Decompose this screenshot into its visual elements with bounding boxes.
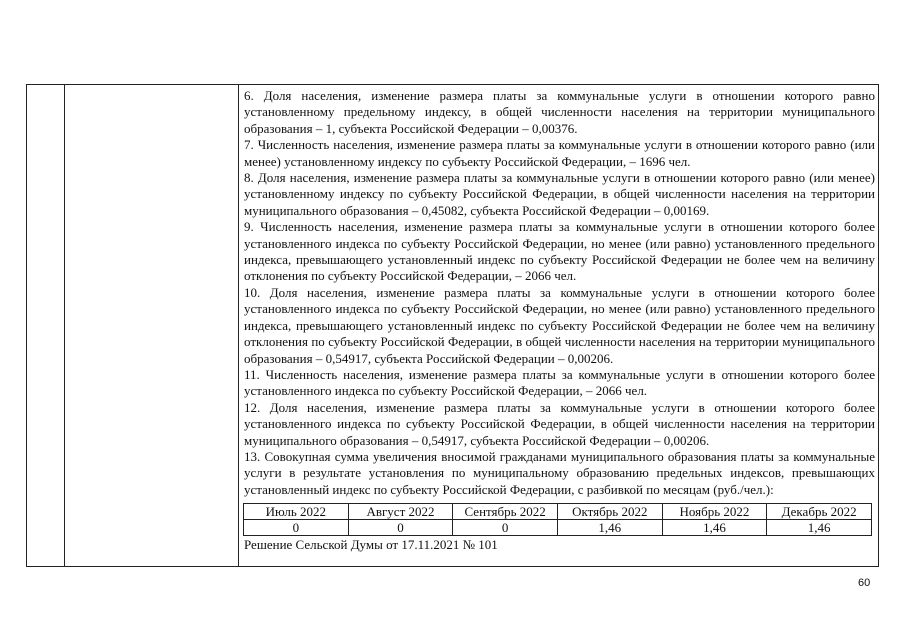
table-header-row xyxy=(244,504,872,520)
column-divider xyxy=(238,84,239,567)
table-row xyxy=(244,520,872,536)
paragraph-9: 9. Численность населения, изменение размера платы за коммунальные услуги в отношении которого более установленного индекса по субъекту Российской Федерации, но менее (или равно) установленного предельного индекса, превышающего установленный индекс по субъекту Российской Федерации не более чем на величину отклонения по субъекту Российской Федерации, – 2066 чел. xyxy=(244,219,875,284)
paragraph-7: 7. Численность населения, изменение размера платы за коммунальные услуги в отношении которого равно (или менее) установленному индексу по субъекту Российской Федерации, – 1696 чел. xyxy=(244,137,875,169)
month-header: Июль 2022 xyxy=(244,504,349,520)
month-value: 0 xyxy=(348,520,453,536)
paragraph-12: 12. Доля населения, изменение размера платы за коммунальные услуги в отношении которого более установленного индекса по субъекту Российской Федерации, в общей численности населения на территории муниципального образования – 0,54917, субъекта Российской Федерации – 0,00206. xyxy=(244,399,875,448)
month-value: 1,46 xyxy=(767,520,872,536)
month-header: Ноябрь 2022 xyxy=(662,504,767,520)
paragraph-10: 10. Доля населения, изменение размера платы за коммунальные услуги в отношении которого более установленного индекса по субъекту Российской Федерации, но менее (или равно) установленного предельного индекса, превышающего установленный индекс по субъекту Российской Федерации не более чем на величину отклонения по субъекту Российской Федерации, в общей численности населения на территории муниципального образования – 0,54917, субъекта Российской Федерации – 0,00206. xyxy=(244,284,875,366)
paragraph-6: 6. Доля населения, изменение размера платы за коммунальные услуги в отношении которого равно установленному предельному индексу, в общей численности населения на территории муниципального образования – 1, субъекта Российской Федерации – 0,00376. xyxy=(244,88,875,136)
monthly-table xyxy=(243,503,872,536)
paragraph-13: 13. Совокупная сумма увеличения вносимой гражданами муниципального образования платы за коммунальные услуги в результате установления по муниципальному образованию предельных индексов, превышающих установленный индекс по субъекту Российской Федерации, с разбивкой по месяцам (руб./чел.): xyxy=(244,448,875,497)
month-header: Август 2022 xyxy=(348,504,453,520)
month-header: Сентябрь 2022 xyxy=(453,504,558,520)
month-value: 1,46 xyxy=(662,520,767,536)
text-cell xyxy=(244,88,875,498)
column-divider xyxy=(64,84,65,567)
paragraph-8: 8. Доля населения, изменение размера платы за коммунальные услуги в отношении которого равно (или менее) установленному индексу по субъекту Российской Федерации, в общей численности населения на территории муниципального образования – 0,45082, субъекта Российской Федерации – 0,00169. xyxy=(244,170,875,218)
page-number: 60 xyxy=(858,577,871,589)
decision-reference: Решение Сельской Думы от 17.11.2021 № 101 xyxy=(244,537,498,552)
month-header: Октябрь 2022 xyxy=(557,504,662,520)
month-value: 0 xyxy=(244,520,349,536)
month-header: Декабрь 2022 xyxy=(767,504,872,520)
month-value: 1,46 xyxy=(557,520,662,536)
month-value: 0 xyxy=(453,520,558,536)
paragraph-11: 11. Численность населения, изменение размера платы за коммунальные услуги в отношении которого более установленного индекса по субъекту Российской Федерации, – 2066 чел. xyxy=(244,366,875,399)
